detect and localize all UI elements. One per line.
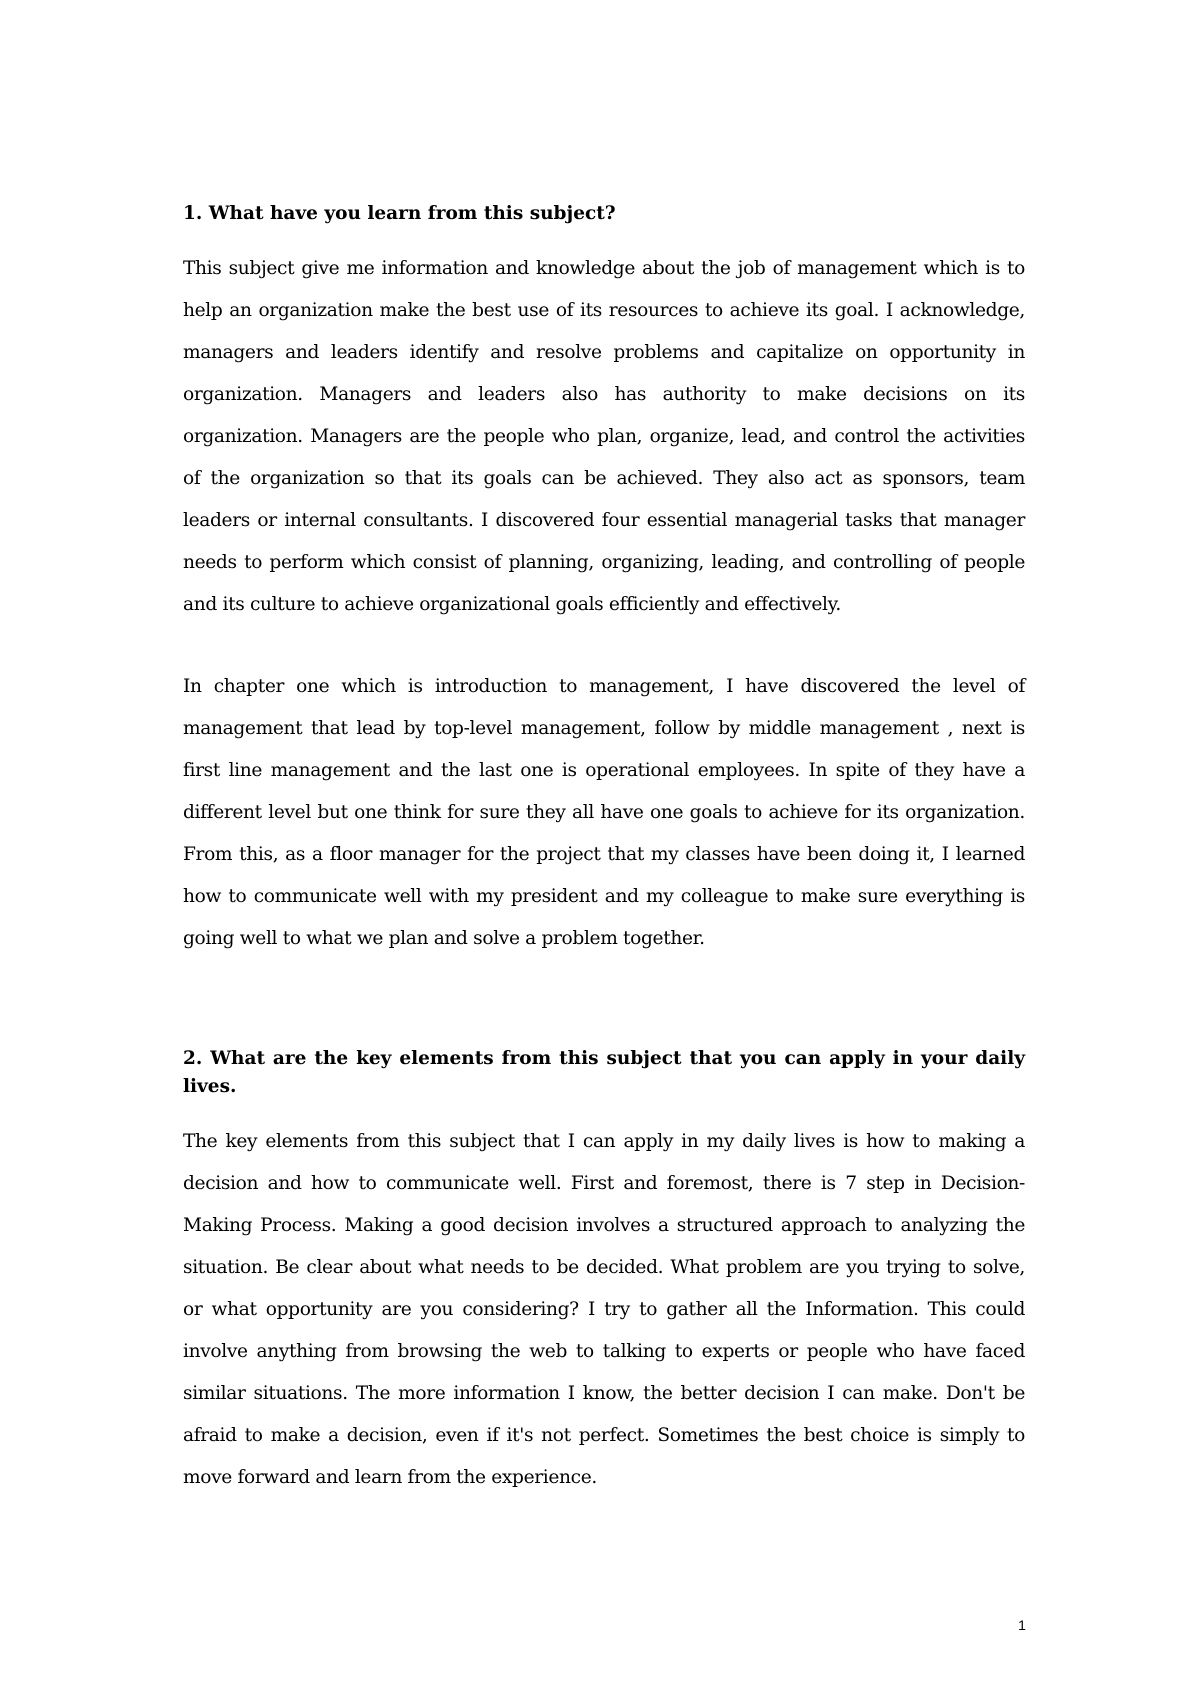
section-1-paragraph-1: This subject give me information and knowledge about the job of management which is to help an organization make the best use of its resources to achieve its goal. I acknowledge, managers and leaders identify and resolve problems and capitalize on opportunity in organization. Managers and leaders also has authority to make decisions on its organization. Managers are the people who plan, organize, lead, and control the activities of the organization so that its goals can be achieved. They also act as sponsors, team leaders or internal consultants. I discovered four essential managerial tasks that manager needs to perform which consist of planning, organizing, leading, and controlling of people and its culture to achieve organizational goals efficiently and effectively. (183, 258, 1025, 615)
section-1-heading: 1. What have you learn from this subject? (183, 203, 616, 224)
section-1-paragraph-2: In chapter one which is introduction to management, I have discovered the level of management that lead by top-level management, follow by middle management , next is first line management and the last one is operational employees. In spite of they have a different level but one think for sure they all have one goals to achieve for its organization. From this, as a floor manager for the project that my classes have been doing it, I learned how to communicate well with my president and my colleague to make sure everything is going well to what we plan and solve a problem together. (183, 676, 1025, 949)
page-number: 1 (1018, 1617, 1026, 1633)
document-body (183, 200, 1025, 1499)
section-2-paragraph-1: The key elements from this subject that I can apply in my daily lives is how to making a decision and how to communicate well. First and foremost, there is 7 step in Decision-Making Process. Making a good decision involves a structured approach to analyzing the situation. Be clear about what needs to be decided. What problem are you trying to solve, or what opportunity are you considering? I try to gather all the Information. This could involve anything from browsing the web to talking to experts or people who have faced similar situations. The more information I know, the better decision I can make. Don't be afraid to make a decision, even if it's not perfect. Sometimes the best choice is simply to move forward and learn from the experience. (183, 1131, 1025, 1488)
section-2-heading: 2. What are the key elements from this subject that you can apply in your daily lives. (183, 1048, 1025, 1097)
